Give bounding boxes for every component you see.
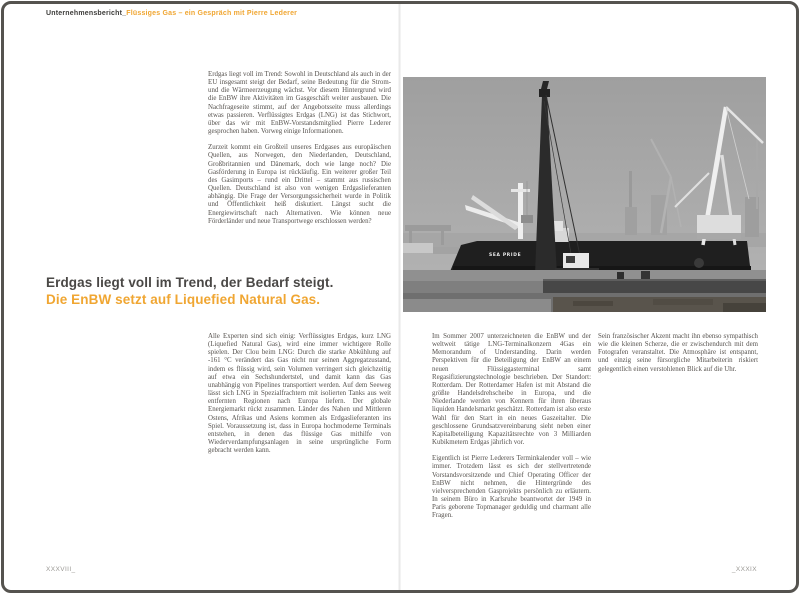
harbor-photo-illustration: [403, 77, 766, 312]
column-left: [208, 333, 391, 463]
harbor-photo: [403, 77, 766, 312]
page-number-left: XXXVIII_: [46, 566, 76, 573]
article-title: Flüssiges Gas – ein Gespräch mit Pierre Lederer: [126, 10, 298, 17]
intro-paragraph-1: Erdgas liegt voll im Trend: Sowohl in Deutschland als auch in der EU insgesamt steigt der Bedarf, seine Bedeutung für die Strom- und die Wärmeerzeugung wächst. Vor diesem Hintergrund wird die EnBW ihre Aktivitäten im Gasgeschäft weiter ausbauen. Die Nachfrageseite stimmt, auf der Angebotsseite muss allerdings etwas passieren. Verflüssigtes Erdgas (LNG) ist das Stichwort, über das wir mit EnBW-Vorstandsmitglied Pierre Lederer gesprochen haben. Vorweg einige Informationen.: [208, 71, 391, 136]
running-header: [46, 10, 297, 17]
page-number-right: _XXXIX: [731, 566, 757, 573]
headline-line-2: Die EnBW setzt auf Liquefied Natural Gas.: [46, 291, 321, 307]
column-middle-paragraph-1: Im Sommer 2007 unterzeichneten die EnBW und der weltweit tätige LNG-Terminalkonzern 4Gas ein Memorandum of Understanding. Darin werden Perspektiven für die Beteiligung der EnBW an einem neuen Flüssiggasterminal samt Regasifizierungstechnologie beschrieben. Der Standort: Rotterdam. Der Rotterdamer Hafen ist mit Abstand die größte Handelsdrehscheibe in Europa, und die Niederlande werden von Kennern für ihren überaus liquiden Handelsmarkt geschätzt. Rotterdam ist also erste Wahl für den Start in ein neues Gaszeitalter. Die geschlossene Grundsatzvereinbarung sieht neben einer Kapitalbeteiligung Kapazitätsrechte von 3 Milliarden Kubikmetern Erdgas jährlich vor.: [432, 333, 591, 447]
article-headline: [46, 275, 333, 308]
quay-foreground: [403, 270, 766, 312]
column-right-paragraph: Sein französischer Akzent macht ihn ebenso sympathisch wie die kleinen Scherze, die er zwischendurch mit dem Fotografen veranstaltet. Die Atmosphäre ist entspannt, und einzig seine fürsorgliche Mitarbeiterin riskiert gelegentlich einen verstohlenen Blick auf die Uhr.: [598, 333, 758, 373]
headline-line-1: Erdgas liegt voll im Trend, der Bedarf steigt.: [46, 275, 334, 290]
intro-paragraph-2: Zurzeit kommt ein Großteil unseres Erdgases aus europäischen Quellen, aus Norwegen, den Niederlanden, Deutschland, Großbritannien und Dänemark, doch wie lange noch? Die Gasförderung in Europa ist rückläufig. Ein weiterer großer Teil des Gasimports – rund ein Drittel – stammt aus russischen Quellen. Deutschland ist also von wenigen Erdgaslieferanten abhängig. Die Frage der Versorgungssicherheit wurde in Politik und Öffentlichkeit heiß diskutiert. Längst sucht die Energiewirtschaft nach Alternativen. Wie können neue Förderländer und neue Transportwege erschlossen werden?: [208, 144, 391, 225]
report-title: Unternehmensbericht_: [46, 10, 127, 17]
column-left-paragraph: Alle Experten sind sich einig: Verflüssigtes Erdgas, kurz LNG (Liquefied Natural Gas), wird eine immer wichtigere Rolle spielen. Der Clou beim LNG: Durch die starke Abkühlung auf -161 °C verändert das Gas nicht nur seinen Aggregatzustand, indem es flüssig wird, sein Volumen verringert sich gleichzeitig auf etwa ein Sechshundertstel, und damit kann das Gas unabhängig von Pipelines transportiert werden. Auf dem Seeweg lässt sich LNG in Spezialfrachtern mit isolierten Tanks aus weit entfernten Regionen nach Europa liefern. Der globale Energiemarkt rückt zusammen. Länder des Nahen und Mittleren Ostens, Afrikas und Asiens kommen als Erdgaslieferanten ins Spiel. Voraussetzung ist, dass in Europa hochmoderne Terminals entstehen, in denen das flüssige Gas mithilfe von Wiederverdampfungsanlagen in seine ursprüngliche Form gebracht werden kann.: [208, 333, 391, 455]
page-gutter: [398, 4, 401, 590]
column-middle: [432, 333, 591, 528]
ship-name-text: SEA PRIDE: [489, 253, 522, 258]
column-middle-paragraph-2: Eigentlich ist Pierre Lederers Terminkalender voll – wie immer. Trotzdem lässt es sich der stellvertretende Vorstandsvorsitzende und Chief Operating Officer der EnBW nicht nehmen, die Hintergründe des vielversprechenden Gasprojekts persönlich zu erläutern. In seinem Büro in Karlsruhe beantwortet der 1949 in Paris geborene Topmanager geduldig und charmant alle Fragen.: [432, 455, 591, 520]
column-right: [598, 333, 758, 382]
intro-column: [208, 71, 391, 234]
